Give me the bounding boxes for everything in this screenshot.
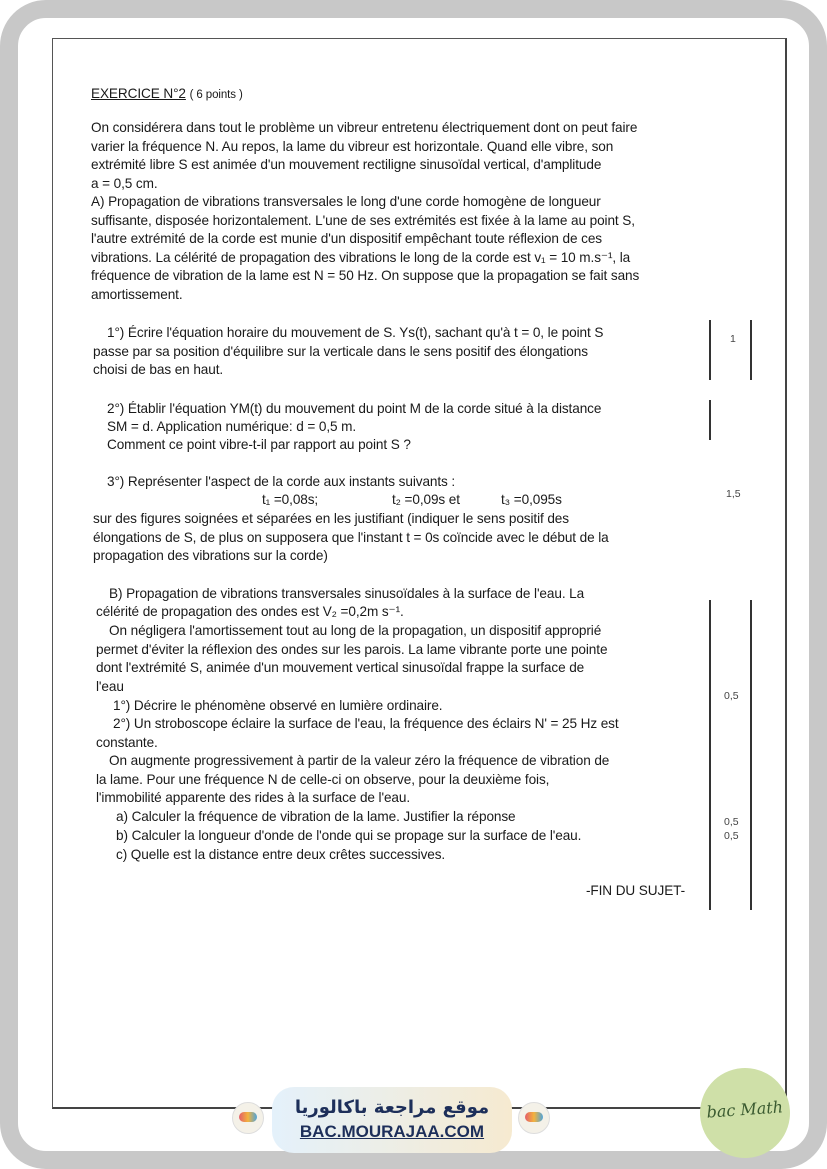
partB-q2b: constante. xyxy=(96,735,158,750)
margin-bar-5 xyxy=(750,600,752,910)
partB-q2: 2°) Un stroboscope éclaire la surface de l'eau, la fréquence des éclairs N' = 25 Hz est xyxy=(113,716,619,731)
site-badge-left-icon xyxy=(232,1102,264,1134)
partB-q3-line-3: l'immobilité apparente des rides à la surface de l'eau. xyxy=(96,790,411,805)
partA-q3-line-1: 3°) Représenter l'aspect de la corde aux instants suivants : xyxy=(107,474,456,489)
banner-arabic-text: موقع مراجعة باكالوريا xyxy=(294,1097,490,1118)
partA-line-5: amortissement. xyxy=(91,287,183,302)
exercise-title xyxy=(91,85,243,104)
partB-qa: a) Calculer la fréquence de vibration de la lame. Justifier la réponse xyxy=(116,809,516,824)
partB-q3-line-2: la lame. Pour une fréquence N de celle-ci on observe, pour la deuxième fois, xyxy=(96,772,550,787)
partA-line-2: l'autre extrémité de la corde est munie d'un dispositif empêchant toute réflexion de ces xyxy=(91,231,602,246)
end-of-subject: -FIN DU SUJET- xyxy=(586,883,686,898)
exercise-points: ( 6 points ) xyxy=(189,89,243,101)
partA-q3-t1: t₁ =0,08s; xyxy=(262,492,319,507)
partA-q3-t3: t₃ =0,095s xyxy=(501,492,562,507)
site-banner[interactable] xyxy=(272,1087,512,1153)
margin-mark-2: 1,5 xyxy=(726,488,741,500)
margin-mark-1: 1 xyxy=(730,333,736,345)
partB-heading: B) Propagation de vibrations transversales sinusoïdales à la surface de l'eau. La xyxy=(109,586,585,601)
margin-mark-5: 0,5 xyxy=(724,830,739,842)
partB-line-1: On négligera l'amortissement tout au long de la propagation, un dispositif approprié xyxy=(109,623,602,638)
partA-q2-line-3: Comment ce point vibre-t-il par rapport au point S ? xyxy=(107,437,411,452)
partA-line-1: suffisante, disposée horizontalement. L'une de ses extrémités est fixée à la lame au point S, xyxy=(91,213,635,228)
margin-bar-3 xyxy=(709,400,711,440)
partB-line-2: permet d'éviter la réflexion des ondes sur les parois. La lame vibrante porte une pointe xyxy=(96,642,608,657)
partB-celerity: célérité de propagation des ondes est V₂ =0,2m s⁻¹. xyxy=(96,604,404,619)
partA-q1-line-1: 1°) Écrire l'équation horaire du mouvement de S. Ys(t), sachant qu'à t = 0, le point S xyxy=(107,325,604,340)
margin-mark-4: 0,5 xyxy=(724,816,739,828)
intro-line-4: a = 0,5 cm. xyxy=(91,176,158,191)
partA-heading: A) Propagation de vibrations transversales le long d'une corde homogène de longueur xyxy=(91,194,601,209)
margin-mark-3: 0,5 xyxy=(724,690,739,702)
partA-line-3: vibrations. La célérité de propagation des vibrations le long de la corde est v₁ = 10 m.s⁻¹, la xyxy=(91,250,631,265)
partA-q3-line-5: propagation des vibrations sur la corde) xyxy=(93,548,328,563)
partB-q3-line-1: On augmente progressivement à partir de la valeur zéro la fréquence de vibration de xyxy=(109,753,610,768)
partA-q1-line-3: choisi de bas en haut. xyxy=(93,362,224,377)
partA-q3-t2: t₂ =0,09s et xyxy=(392,492,460,507)
intro-line-3: extrémité libre S est animée d'un mouvement rectiligne sinusoïdal vertical, d'amplitude xyxy=(91,157,602,172)
margin-bar-2 xyxy=(750,320,752,380)
banner-site-link[interactable]: BAC.MOURAJAA.COM xyxy=(299,1122,485,1141)
partA-line-4: fréquence de vibration de la lame est N = 50 Hz. On suppose que la propagation se fait sans xyxy=(91,268,640,283)
margin-bar-1 xyxy=(709,320,711,380)
partB-qb: b) Calculer la longueur d'onde de l'onde qui se propage sur la surface de l'eau. xyxy=(116,828,582,843)
partB-line-3: dont l'extrémité S, animée d'un mouvement vertical sinusoïdal frappe la surface de xyxy=(96,660,585,675)
partA-q2-line-2: SM = d. Application numérique: d = 0,5 m. xyxy=(107,419,357,434)
exercise-label: EXERCICE N°2 xyxy=(91,86,186,101)
partA-q3-line-3: sur des figures soignées et séparées en les justifiant (indiquer le sens positif des xyxy=(93,511,569,526)
partB-q1: 1°) Décrire le phénomène observé en lumière ordinaire. xyxy=(113,698,443,713)
partA-q1-line-2: passe par sa position d'équilibre sur la verticale dans le sens positif des élongations xyxy=(93,344,588,359)
partA-q3-line-4: élongations de S, de plus on supposera que l'instant t = 0s coïncide avec le début de la xyxy=(93,530,609,545)
partA-q2-line-1: 2°) Établir l'équation YM(t) du mouvement du point M de la corde situé à la distance xyxy=(107,401,602,416)
margin-bar-4 xyxy=(709,600,711,910)
site-badge-right-icon xyxy=(518,1102,550,1134)
partB-line-4: l'eau xyxy=(96,679,124,694)
partB-qc: c) Quelle est la distance entre deux crêtes successives. xyxy=(116,847,446,862)
intro-line-2: varier la fréquence N. Au repos, la lame du vibreur est horizontale. Quand elle vibre, son xyxy=(91,139,614,154)
logo-text: bac Math xyxy=(705,1097,784,1122)
intro-line-1: On considérera dans tout le problème un vibreur entretenu électriquement dont on peut faire xyxy=(91,120,638,135)
